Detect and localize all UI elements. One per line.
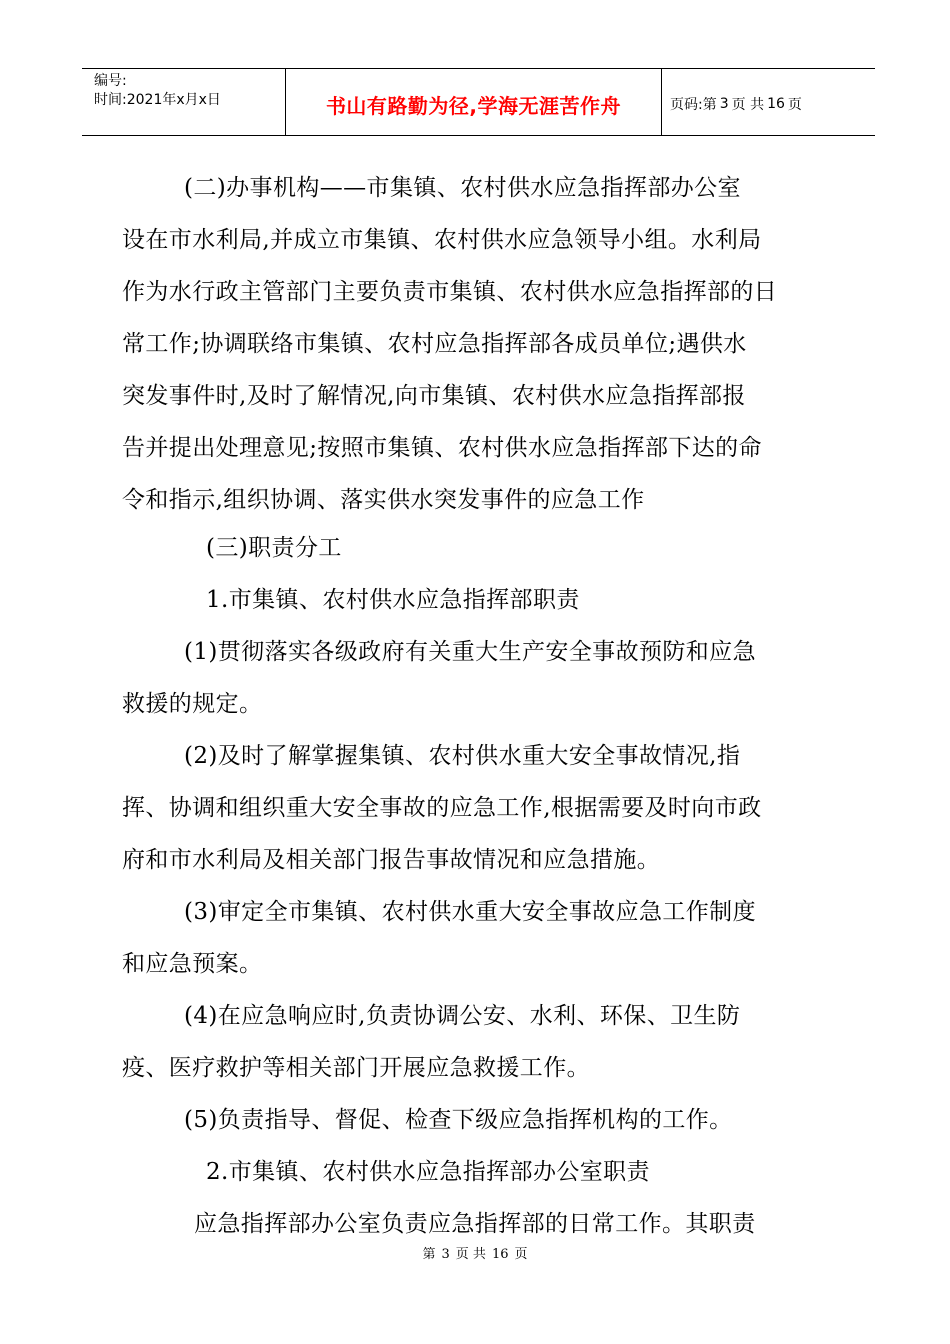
footer-prefix: 第 (422, 1247, 436, 1262)
body-line: (2)及时了解掌握集镇、农村供水重大安全事故情况,指 (184, 743, 741, 769)
header-motto-cell (286, 69, 662, 135)
body-line: 常工作;协调联络市集镇、农村应急指挥部各成员单位;遇供水 (122, 331, 747, 357)
page-label-prefix: 页码:第 (670, 97, 717, 113)
body-line: 令和指示,组织协调、落实供水突发事件的应急工作 (122, 487, 645, 513)
body-line: 突发事件时,及时了解情况,向市集镇、农村供水应急指挥部报 (122, 383, 746, 409)
body-line: (1)贯彻落实各级政府有关重大生产安全事故预防和应急 (184, 639, 756, 665)
page-current: 3 (719, 96, 729, 112)
subsection-heading: 1.市集镇、农村供水应急指挥部职责 (206, 587, 580, 613)
page-footer (0, 1243, 950, 1262)
body-line: (4)在应急响应时,负责协调公安、水利、环保、卫生防 (184, 1003, 741, 1029)
page-header (82, 68, 875, 136)
body-line: (二)办事机构——市集镇、农村供水应急指挥部办公室 (184, 175, 741, 201)
body-line: (3)审定全市集镇、农村供水重大安全事故应急工作制度 (184, 899, 756, 925)
header-page-info (662, 69, 875, 135)
footer-current-page: 3 (441, 1247, 450, 1262)
body-line: 和应急预案。 (122, 951, 263, 977)
footer-suffix: 页 (514, 1247, 528, 1262)
page-label-mid: 页 共 (731, 97, 765, 113)
body-line: 设在市水利局,并成立市集镇、农村供水应急领导小组。水利局 (122, 227, 762, 253)
footer-total-pages: 16 (491, 1247, 509, 1262)
header-meta (82, 69, 286, 135)
body-line: 府和市水利局及相关部门报告事故情况和应急措施。 (122, 847, 661, 873)
header-motto: 书山有路勤为径,学海无涯苦作舟 (325, 93, 622, 118)
body-line: 救援的规定。 (122, 691, 263, 717)
page-label-suffix: 页 (787, 97, 802, 113)
body-line: 应急指挥部办公室负责应急指挥部的日常工作。其职责 (194, 1211, 756, 1237)
body-line: (5)负责指导、督促、检查下级应急指挥机构的工作。 (184, 1107, 733, 1133)
footer-mid: 页 共 (455, 1247, 486, 1262)
section-heading: (三)职责分工 (206, 535, 342, 561)
page-total: 16 (767, 96, 785, 112)
body-line: 作为水行政主管部门主要负责市集镇、农村供水应急指挥部的日 (122, 279, 778, 305)
document-time-label: 时间:2021年x月x日 (94, 92, 221, 108)
subsection-heading: 2.市集镇、农村供水应急指挥部办公室职责 (206, 1159, 650, 1185)
body-line: 挥、协调和组织重大安全事故的应急工作,根据需要及时向市政 (122, 795, 762, 821)
document-number-label: 编号: (94, 73, 127, 89)
body-line: 疫、医疗救护等相关部门开展应急救援工作。 (122, 1055, 590, 1081)
body-line: 告并提出处理意见;按照市集镇、农村供水应急指挥部下达的命 (122, 435, 762, 461)
